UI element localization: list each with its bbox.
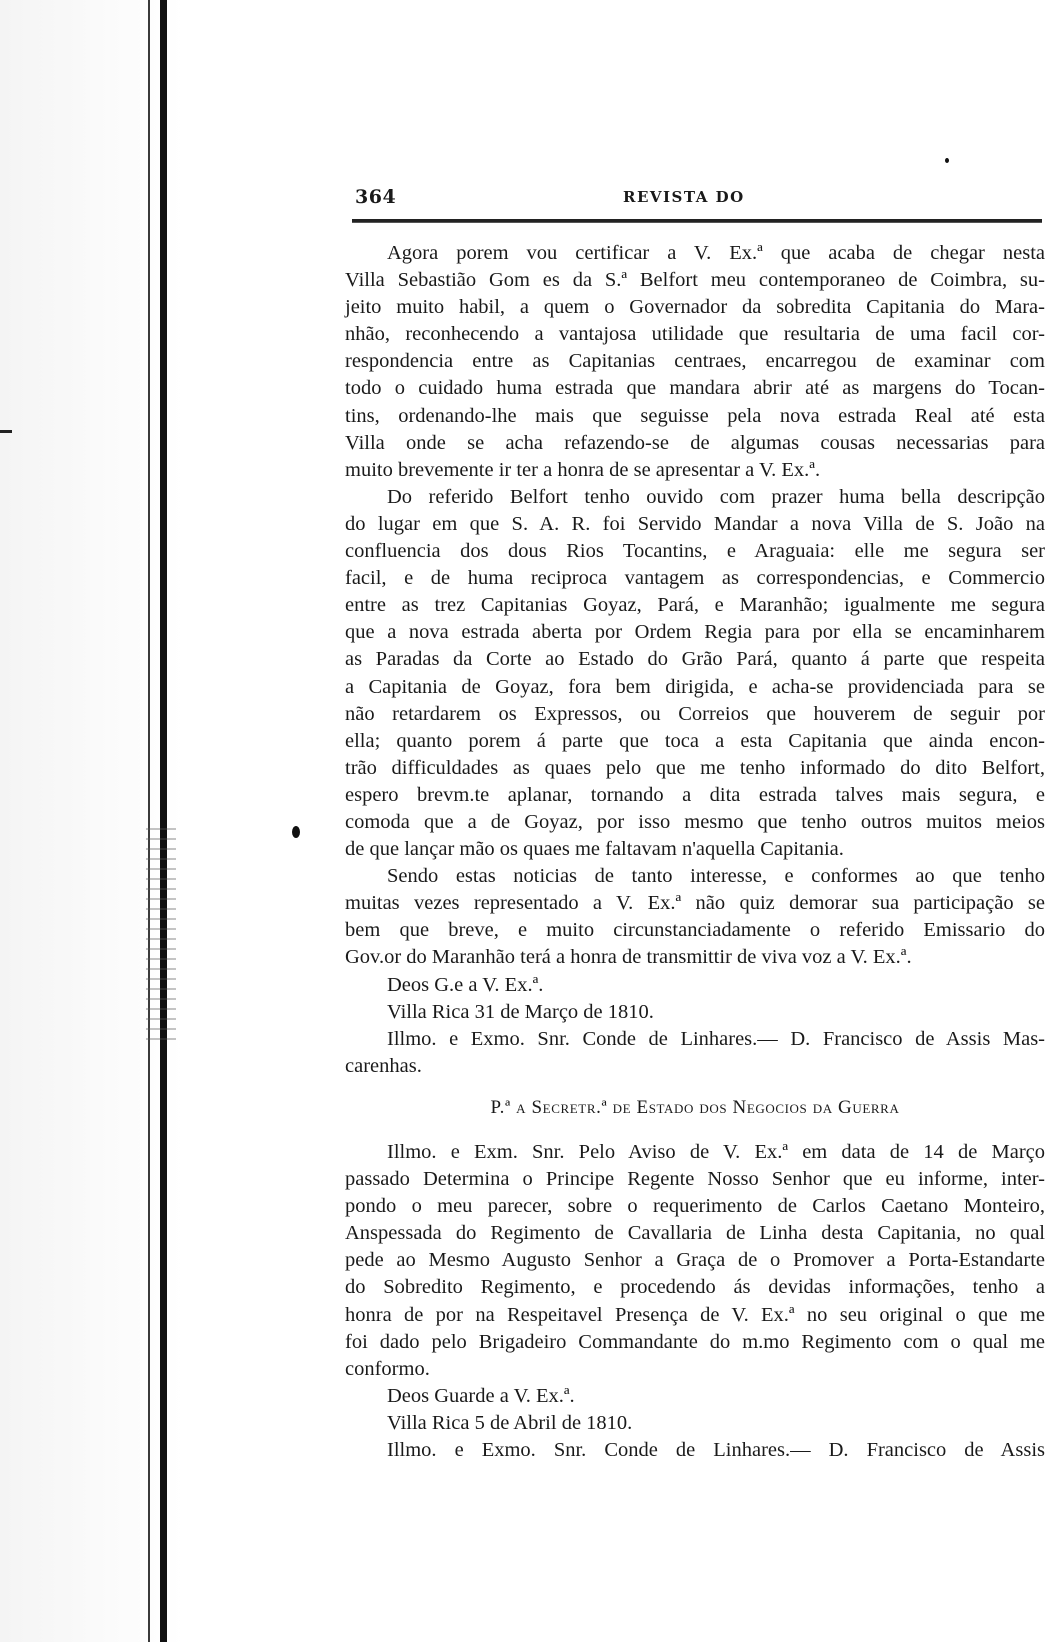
text-line: ella; quanto porem á parte que toca a esta Capitania que ainda encon- [345,729,1045,752]
text-line: espero brevm.te aplanar, tornando a dita estrada talves mais segura, e [345,783,1045,806]
text-line: todo o cuidado huma estrada que mandara abrir até as margens do Tocan- [345,377,1045,400]
page-header [355,186,1045,216]
text-line: do Sobredito Regimento, e procedendo ás devidas informações, tenho a [345,1276,1045,1299]
text-line: que a nova estrada aberta por Ordem Regia para por ella se encaminharem [345,621,1045,644]
text-line: trão difficuldades as quaes pelo que me tenho informado do dito Belfort, [345,756,1045,779]
text-line: de que lançar mão os quaes me faltavam n'aquella Capitania. [345,838,844,861]
text-line: conformo. [345,1357,430,1380]
text-line: foi dado pelo Brigadeiro Commandante do m.mo Regimento com o qual me [345,1330,1045,1353]
running-title: REVISTA DO [623,188,745,206]
text-line: Villa Sebastião Gom es da S.ª Belfort meu contemporaneo de Coimbra, su- [345,269,1045,292]
text-line: confluencia dos dous Rios Tocantins, e Araguaia: elle me segura ser [345,540,1045,563]
text-line: passado Determina o Principe Regente Nosso Senhor que eu informe, inter- [345,1168,1045,1191]
text-line: honra de por na Respeitavel Presença de V. Ex.ª no seu original o que me [345,1303,1045,1326]
text-line: Illmo. e Exm. Snr. Pelo Aviso de V. Ex.ª em data de 14 de Março [387,1141,1045,1163]
text-line: entre as trez Capitanias Goyaz, Pará, e Maranhão; igualmente me segura [345,594,1045,617]
text-line: Gov.or do Maranhão terá a honra de transmittir de viva voz a V. Ex.ª. [345,946,912,969]
text-line: muito brevemente ir ter a honra de se apresentar a V. Ex.ª. [345,458,821,481]
margin-mark [0,430,12,433]
text-line: respondencia entre as Capitanias centraes, encarregou de examinar com [345,350,1045,373]
text-line: Deos G.e a V. Ex.ª. [387,973,544,996]
text-line: jeito muito habil, a quem o Governador da sobredita Capitania do Mara- [345,296,1045,319]
text-line: carenhas. [345,1054,422,1077]
text-line: Illmo. e Exmo. Snr. Conde de Linhares.— D. Francisco de Assis [387,1439,1045,1462]
text-line: Villa Rica 5 de Abril de 1810. [387,1411,633,1434]
text-line: Sendo estas noticias de tanto interesse, e conformes ao que tenho [387,865,1045,888]
text-line: bem que breve, e muito circunstanciadamente o referido Emissario do [345,919,1045,942]
text-line: nhão, reconhecendo a vantajosa utilidade que resultaria de uma facil cor- [345,323,1045,346]
text-line: pede ao Mesmo Augusto Senhor a Graça de o Promover a Porta-Estandarte [345,1249,1045,1272]
text-line: Illmo. e Exmo. Snr. Conde de Linhares.— D. Francisco de Assis Mas- [387,1027,1045,1050]
text-line: a Capitania de Goyaz, fora bem dirigida, e acha-se providenciada para se [345,675,1045,698]
text-line: Villa onde se acha refazendo-se de algumas cousas necessarias para [345,431,1045,454]
text-line: Anspessada do Regimento de Cavallaria de Linha desta Capitania, no qual [345,1222,1045,1245]
ink-speck [945,158,949,163]
text-line: Deos Guarde a V. Ex.ª. [387,1384,575,1407]
section-heading: P.ª a Secretr.ª de Estado dos Negocios da Guerra [490,1096,900,1118]
text-line: não retardarem os Expressos, ou Correios que houverem de seguir por [345,702,1045,725]
page-number: 364 [355,186,397,208]
text-line: comoda que a de Goyaz, por isso mesmo que tenho outros muitos meios [345,810,1045,833]
text-line: Do referido Belfort tenho ouvido com prazer huma bella descripção [387,485,1045,508]
ink-spot [292,826,300,838]
text-line: Agora porem vou certificar a V. Ex.ª que acaba de chegar nesta [387,242,1045,264]
header-rule [352,219,1042,223]
text-line: as Paradas da Corte ao Estado do Grão Pará, quanto á parte que respeita [345,648,1045,671]
text-line: pondo o meu parecer, sobre o requerimento de Carlos Caetano Monteiro, [345,1195,1045,1218]
text-line: tins, ordenando-lhe mais que seguisse pela nova estrada Real até esta [345,404,1045,427]
text-line: Villa Rica 31 de Março de 1810. [387,1000,654,1023]
text-line: do lugar em que S. A. R. foi Servido Mandar a nova Villa de S. João na [345,512,1045,535]
body-text [345,240,1045,1464]
text-line: muitas vezes representado a V. Ex.ª não quiz demorar sua participação se [345,892,1045,915]
gutter-stitching [146,820,176,1040]
text-line: facil, e de huma reciproca vantagem as correspondencias, e Commercio [345,567,1045,590]
